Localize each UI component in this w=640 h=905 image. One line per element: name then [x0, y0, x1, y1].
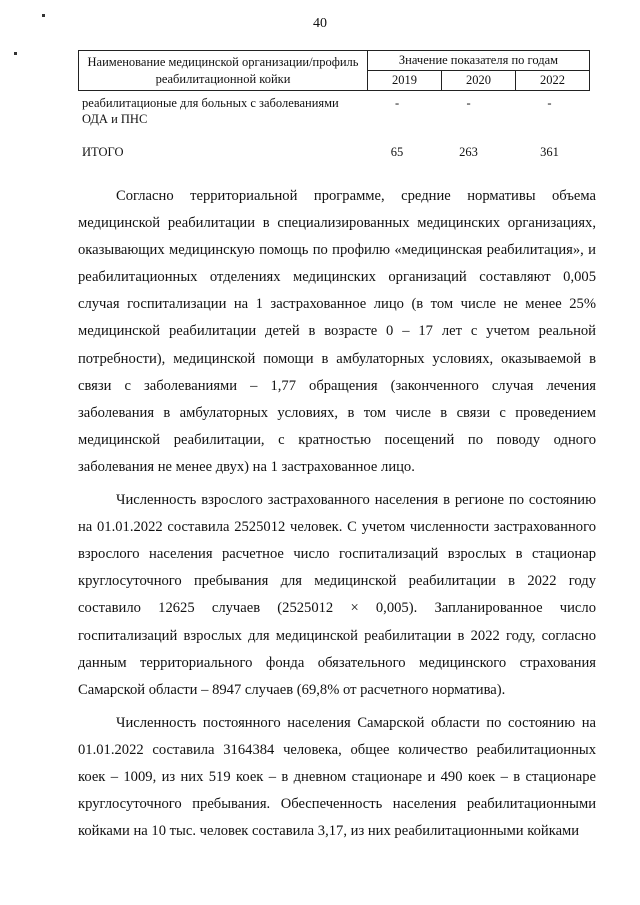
table-row [78, 95, 590, 127]
row-value: - [466, 96, 471, 110]
row-value: 65 [390, 145, 404, 159]
table-row-total [78, 127, 590, 160]
table-body [78, 95, 590, 160]
page-number: 40 [313, 16, 327, 31]
paragraph: Численность постоянного населения Самарской области по состоянию на 01.01.2022 составила 3164384 человека, общее количество реабилитационных коек – 1009, из них 519 коек – в дневном стационаре и 490 коек – в стационаре круглосуточного пребывания. Обеспеченность населения реабилитационными койками на 10 тыс. человек составила 3,17, из них реабилитационными койками [78, 714, 596, 840]
row-value: 361 [540, 145, 559, 159]
year-header: 2019 [368, 71, 442, 91]
org-column-header: Наименование медицинской организации/профиль реабилитационной койки [79, 51, 368, 91]
row-value: 263 [459, 145, 478, 159]
table-header [78, 50, 590, 91]
row-name: ИТОГО [82, 145, 124, 159]
paragraph: Согласно территориальной программе, средние нормативы объема медицинской реабилитации в специализированных медицинских организациях, оказывающих медицинскую помощь по профилю «медицинская реабилитация», и реабилитационных отделениях медицинских организаций составляют 0,005 случая госпитализации на 1 застрахованное лицо (в том числе не менее 25% медицинской реабилитации детей в возрасте 0 – 17 лет с учетом реальной потребности), медицинской помощи в амбулаторных условиях, оказываемой в связи с заболеваниями – 1,77 обращения (законченного случая лечения заболевания в амбулаторных условиях, в том числе в связи с проведением медицинской реабилитации, с кратностью посещений по поводу одного заболевания не менее двух) на 1 застрахованное лицо. [78, 188, 596, 475]
year-header: 2022 [516, 71, 590, 91]
body-text [78, 183, 596, 851]
year-header: 2020 [442, 71, 516, 91]
row-value: - [394, 96, 400, 110]
values-column-header: Значение показателя по годам [368, 51, 590, 71]
row-name: реабилитационые для больных с заболеваниями ОДА и ПНС [82, 96, 339, 126]
row-value: - [547, 96, 552, 110]
scan-mark [14, 52, 17, 55]
paragraph: Численность взрослого застрахованного населения в регионе по состоянию на 01.01.2022 составила 2525012 человек. С учетом численности застрахованного взрослого населения расчетное число госпитализаций взрослых в стационар круглосуточного пребывания для медицинской реабилитации в 2022 году составило 12625 случаев (2525012 × 0,005). Запланированное число госпитализаций взрослых для медицинской реабилитации в 2022 году, согласно данным территориального фонда обязательного медицинского страхования Самарской области – 8947 случаев (69,8% от расчетного норматива). [78, 492, 596, 698]
